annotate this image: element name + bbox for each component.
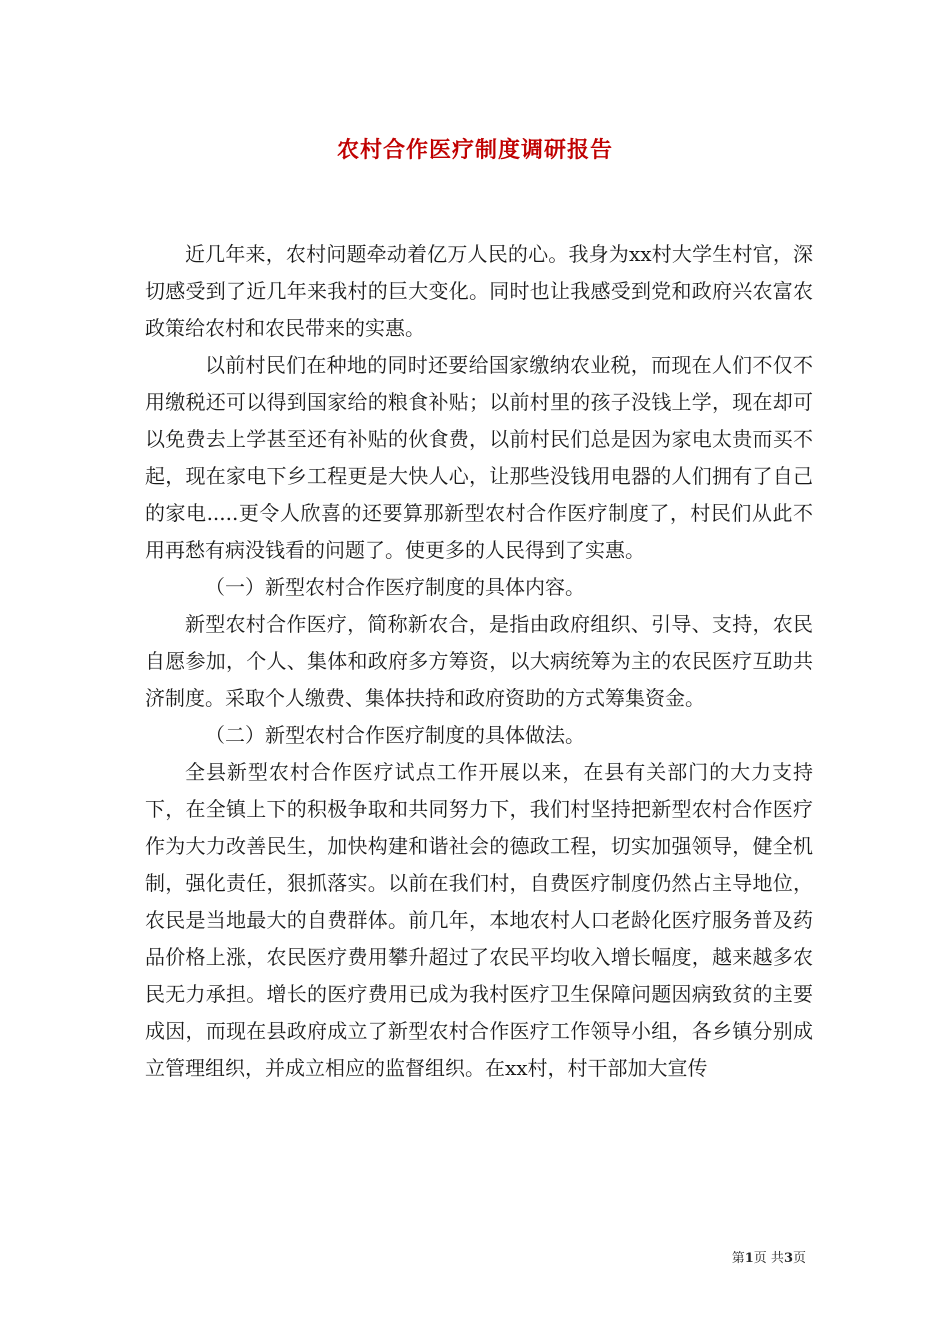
document-body [145,236,813,1087]
footer-prefix: 第 [731,1251,745,1266]
footer-current-page: 1 [744,1251,754,1266]
footer-total-pages: 3 [783,1251,793,1266]
page-number-footer [0,1247,806,1266]
section-heading-practice: （二）新型农村合作医疗制度的具体做法。 [205,723,585,747]
paragraph-changes: 以前村民们在种地的同时还要给国家缴纳农业税，而现在人们不仅不用缴税还可以得到国家给的粮食补贴；以前村里的孩子没钱上学，现在却可以免费去上学甚至还有补贴的伙食费，以前村民们总是因为家电太贵而买不起，现在家电下乡工程更是大快人心，让那些没钱用电器的人们拥有了自己的家电.....更令人欣喜的还要算那新型农村合作医疗制度了，村民们从此不用再愁有病没钱看的问题了。使更多的人民得到了实惠。 [145,353,813,562]
footer-suffix: 页 [792,1251,806,1266]
paragraph-definition: 新型农村合作医疗，简称新农合，是指由政府组织、引导、支持，农民自愿参加，个人、集体和政府多方筹资，以大病统筹为主的农民医疗互助共济制度。采取个人缴费、集体扶持和政府资助的方式筹集资金。 [145,612,813,710]
paragraph-intro: 近几年来，农村问题牵动着亿万人民的心。我身为xx村大学生村官，深切感受到了近几年来我村的巨大变化。同时也让我感受到党和政府兴农富农政策给农村和农民带来的实惠。 [145,242,813,340]
section-heading-content: （一）新型农村合作医疗制度的具体内容。 [205,575,585,599]
footer-middle: 页 共 [753,1251,784,1266]
document-title: 农村合作医疗制度调研报告 [336,137,613,163]
paragraph-practice: 全县新型农村合作医疗试点工作开展以来，在县有关部门的大力支持下，在全镇上下的积极争取和共同努力下，我们村坚持把新型农村合作医疗作为大力改善民生，加快构建和谐社会的德政工程，切实加强领导，健全机制，强化责任，狠抓落实。以前在我们村，自费医疗制度仍然占主导地位，农民是当地最大的自费群体。前几年，本地农村人口老龄化医疗服务普及药品价格上涨，农民医疗费用攀升超过了农民平均收入增长幅度，越来越多农民无力承担。增长的医疗费用已成为我村医疗卫生保障问题因病致贫的主要成因，而现在县政府成立了新型农村合作医疗工作领导小组，各乡镇分别成立管理组织，并成立相应的监督组织。在xx村，村干部加大宣传 [145,760,813,1080]
